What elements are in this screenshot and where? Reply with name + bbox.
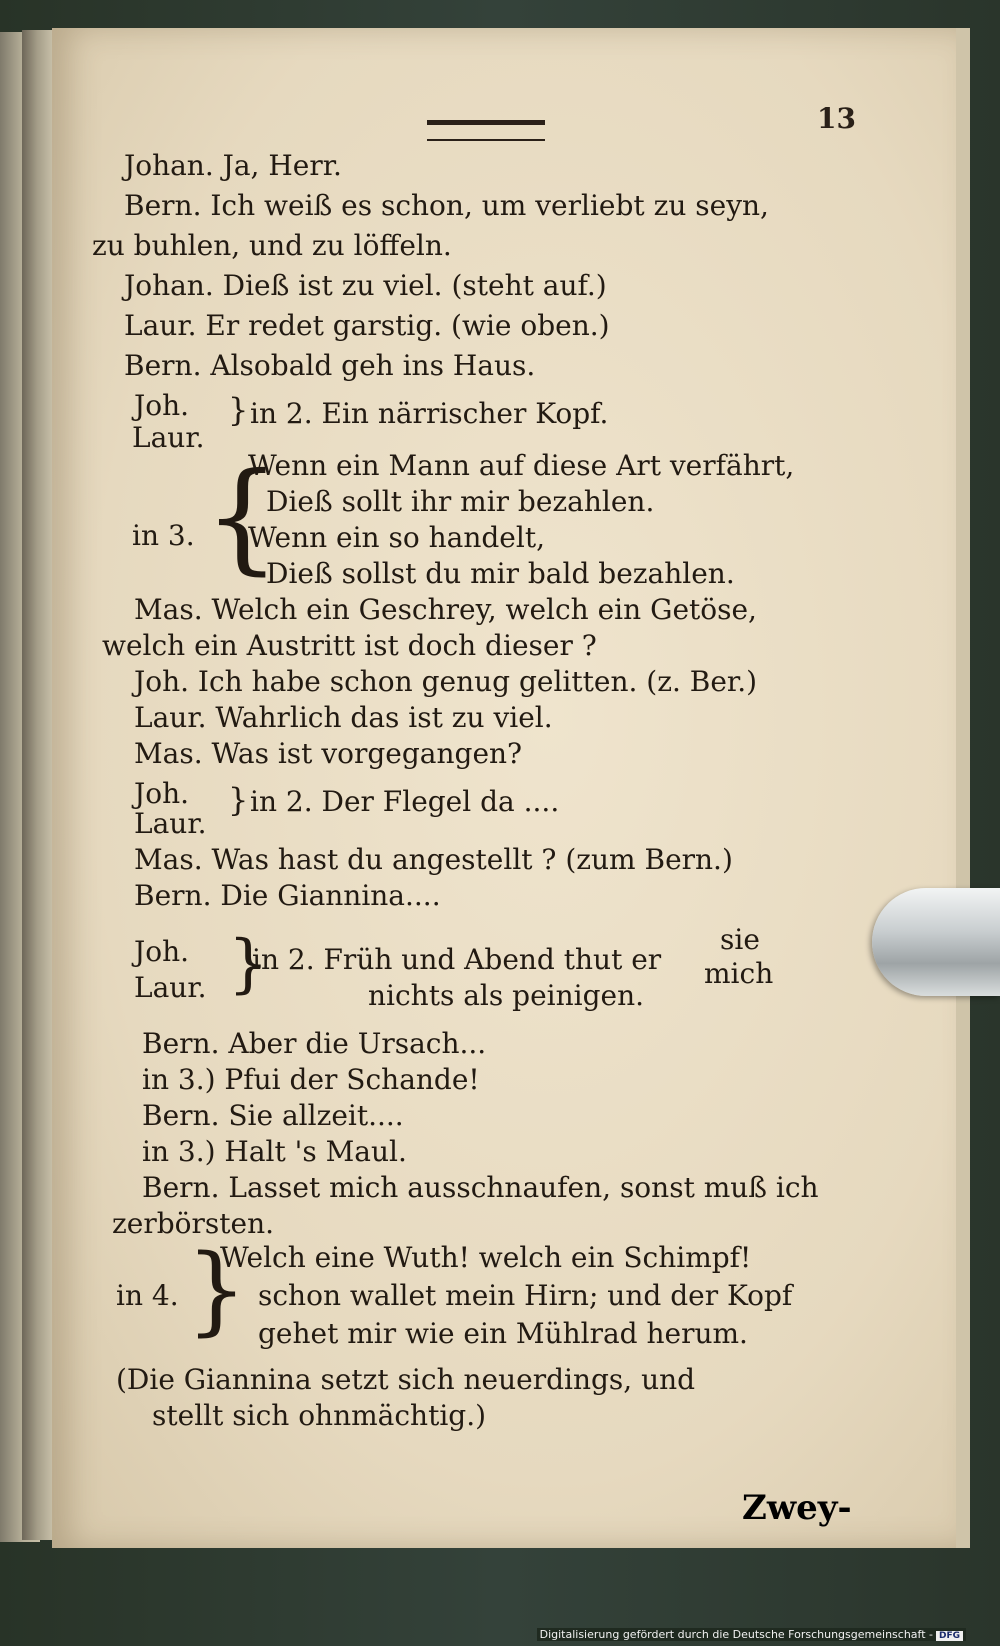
text-line: in 3.) Pfui der Schande!: [142, 1063, 480, 1096]
text-line: Joh. Ich habe schon genug gelitten. (z. Ber.): [134, 665, 758, 698]
speaker-label: Laur.: [134, 807, 207, 840]
dfg-logo: DFG: [936, 1631, 963, 1641]
text-line: in 2. Der Flegel da ....: [250, 785, 560, 818]
page-number: 13: [817, 102, 856, 135]
catchword: Zwey-: [742, 1488, 852, 1528]
text-line: schon wallet mein Hirn; und der Kopf: [258, 1279, 793, 1312]
text-line: mich: [704, 957, 774, 990]
text-line: gehet mir wie ein Mühlrad herum.: [258, 1317, 748, 1350]
page-text: [52, 28, 956, 1548]
text-line: welch ein Austritt ist doch dieser ?: [102, 629, 597, 662]
text-line: zerbörsten.: [112, 1207, 274, 1240]
speaker-label: Laur.: [134, 971, 207, 1004]
text-line: Dieß sollt ihr mir bezahlen.: [266, 485, 655, 518]
speaker-label: in 4.: [116, 1279, 179, 1312]
text-line: zu buhlen, und zu löffeln.: [92, 229, 452, 262]
text-line: Mas. Was ist vorgegangen?: [134, 737, 523, 770]
speaker-label: Laur.: [132, 421, 205, 454]
brace: }: [228, 391, 249, 429]
text-line: Bern. Lasset mich ausschnaufen, sonst muß ich: [142, 1171, 819, 1204]
text-line: stellt sich ohnmächtig.): [152, 1399, 487, 1432]
text-line: Bern. Alsobald geh ins Haus.: [124, 349, 536, 382]
text-line: Bern. Sie allzeit....: [142, 1099, 404, 1132]
text-line: in 2. Früh und Abend thut er: [252, 943, 662, 976]
brace: }: [228, 781, 249, 819]
text-line: nichts als peinigen.: [368, 979, 645, 1012]
credit-text: Digitalisierung gefördert durch die Deutsche Forschungsgemeinschaft -: [539, 1628, 933, 1641]
text-line: Wenn ein so handelt,: [248, 521, 545, 554]
text-line: Bern. Ich weiß es schon, um verliebt zu seyn,: [124, 189, 769, 222]
text-line: in 2. Ein närrischer Kopf.: [250, 397, 609, 430]
text-line: sie: [720, 923, 760, 956]
page-clip: [872, 888, 1000, 996]
brace: }: [186, 1234, 248, 1346]
speaker-label: Joh.: [134, 389, 190, 422]
text-line: Dieß sollst du mir bald bezahlen.: [266, 557, 735, 590]
text-line: Wenn ein Mann auf diese Art verfährt,: [248, 449, 795, 482]
book-page: [52, 28, 970, 1548]
text-line: in 3.) Halt 's Maul.: [142, 1135, 407, 1168]
speaker-label: Joh.: [134, 935, 190, 968]
text-line: Bern. Die Giannina....: [134, 879, 441, 912]
text-line: (Die Giannina setzt sich neuerdings, und: [116, 1363, 696, 1396]
brace: }: [228, 927, 269, 1001]
text-line: Johan. Ja, Herr.: [124, 149, 342, 182]
text-line: Laur. Er redet garstig. (wie oben.): [124, 309, 610, 342]
text-line: Johan. Dieß ist zu viel. (steht auf.): [124, 269, 607, 302]
footer-credit: [537, 1628, 966, 1641]
speaker-label: Joh.: [134, 777, 190, 810]
text-line: Mas. Welch ein Geschrey, welch ein Getöse,: [134, 593, 757, 626]
speaker-label: in 3.: [132, 519, 195, 552]
text-line: Welch eine Wuth! welch ein Schimpf!: [220, 1241, 752, 1274]
text-line: Laur. Wahrlich das ist zu viel.: [134, 701, 553, 734]
brace: {: [204, 448, 281, 587]
text-line: Bern. Aber die Ursach...: [142, 1027, 487, 1060]
text-line: Mas. Was hast du angestellt ? (zum Bern.): [134, 843, 733, 876]
